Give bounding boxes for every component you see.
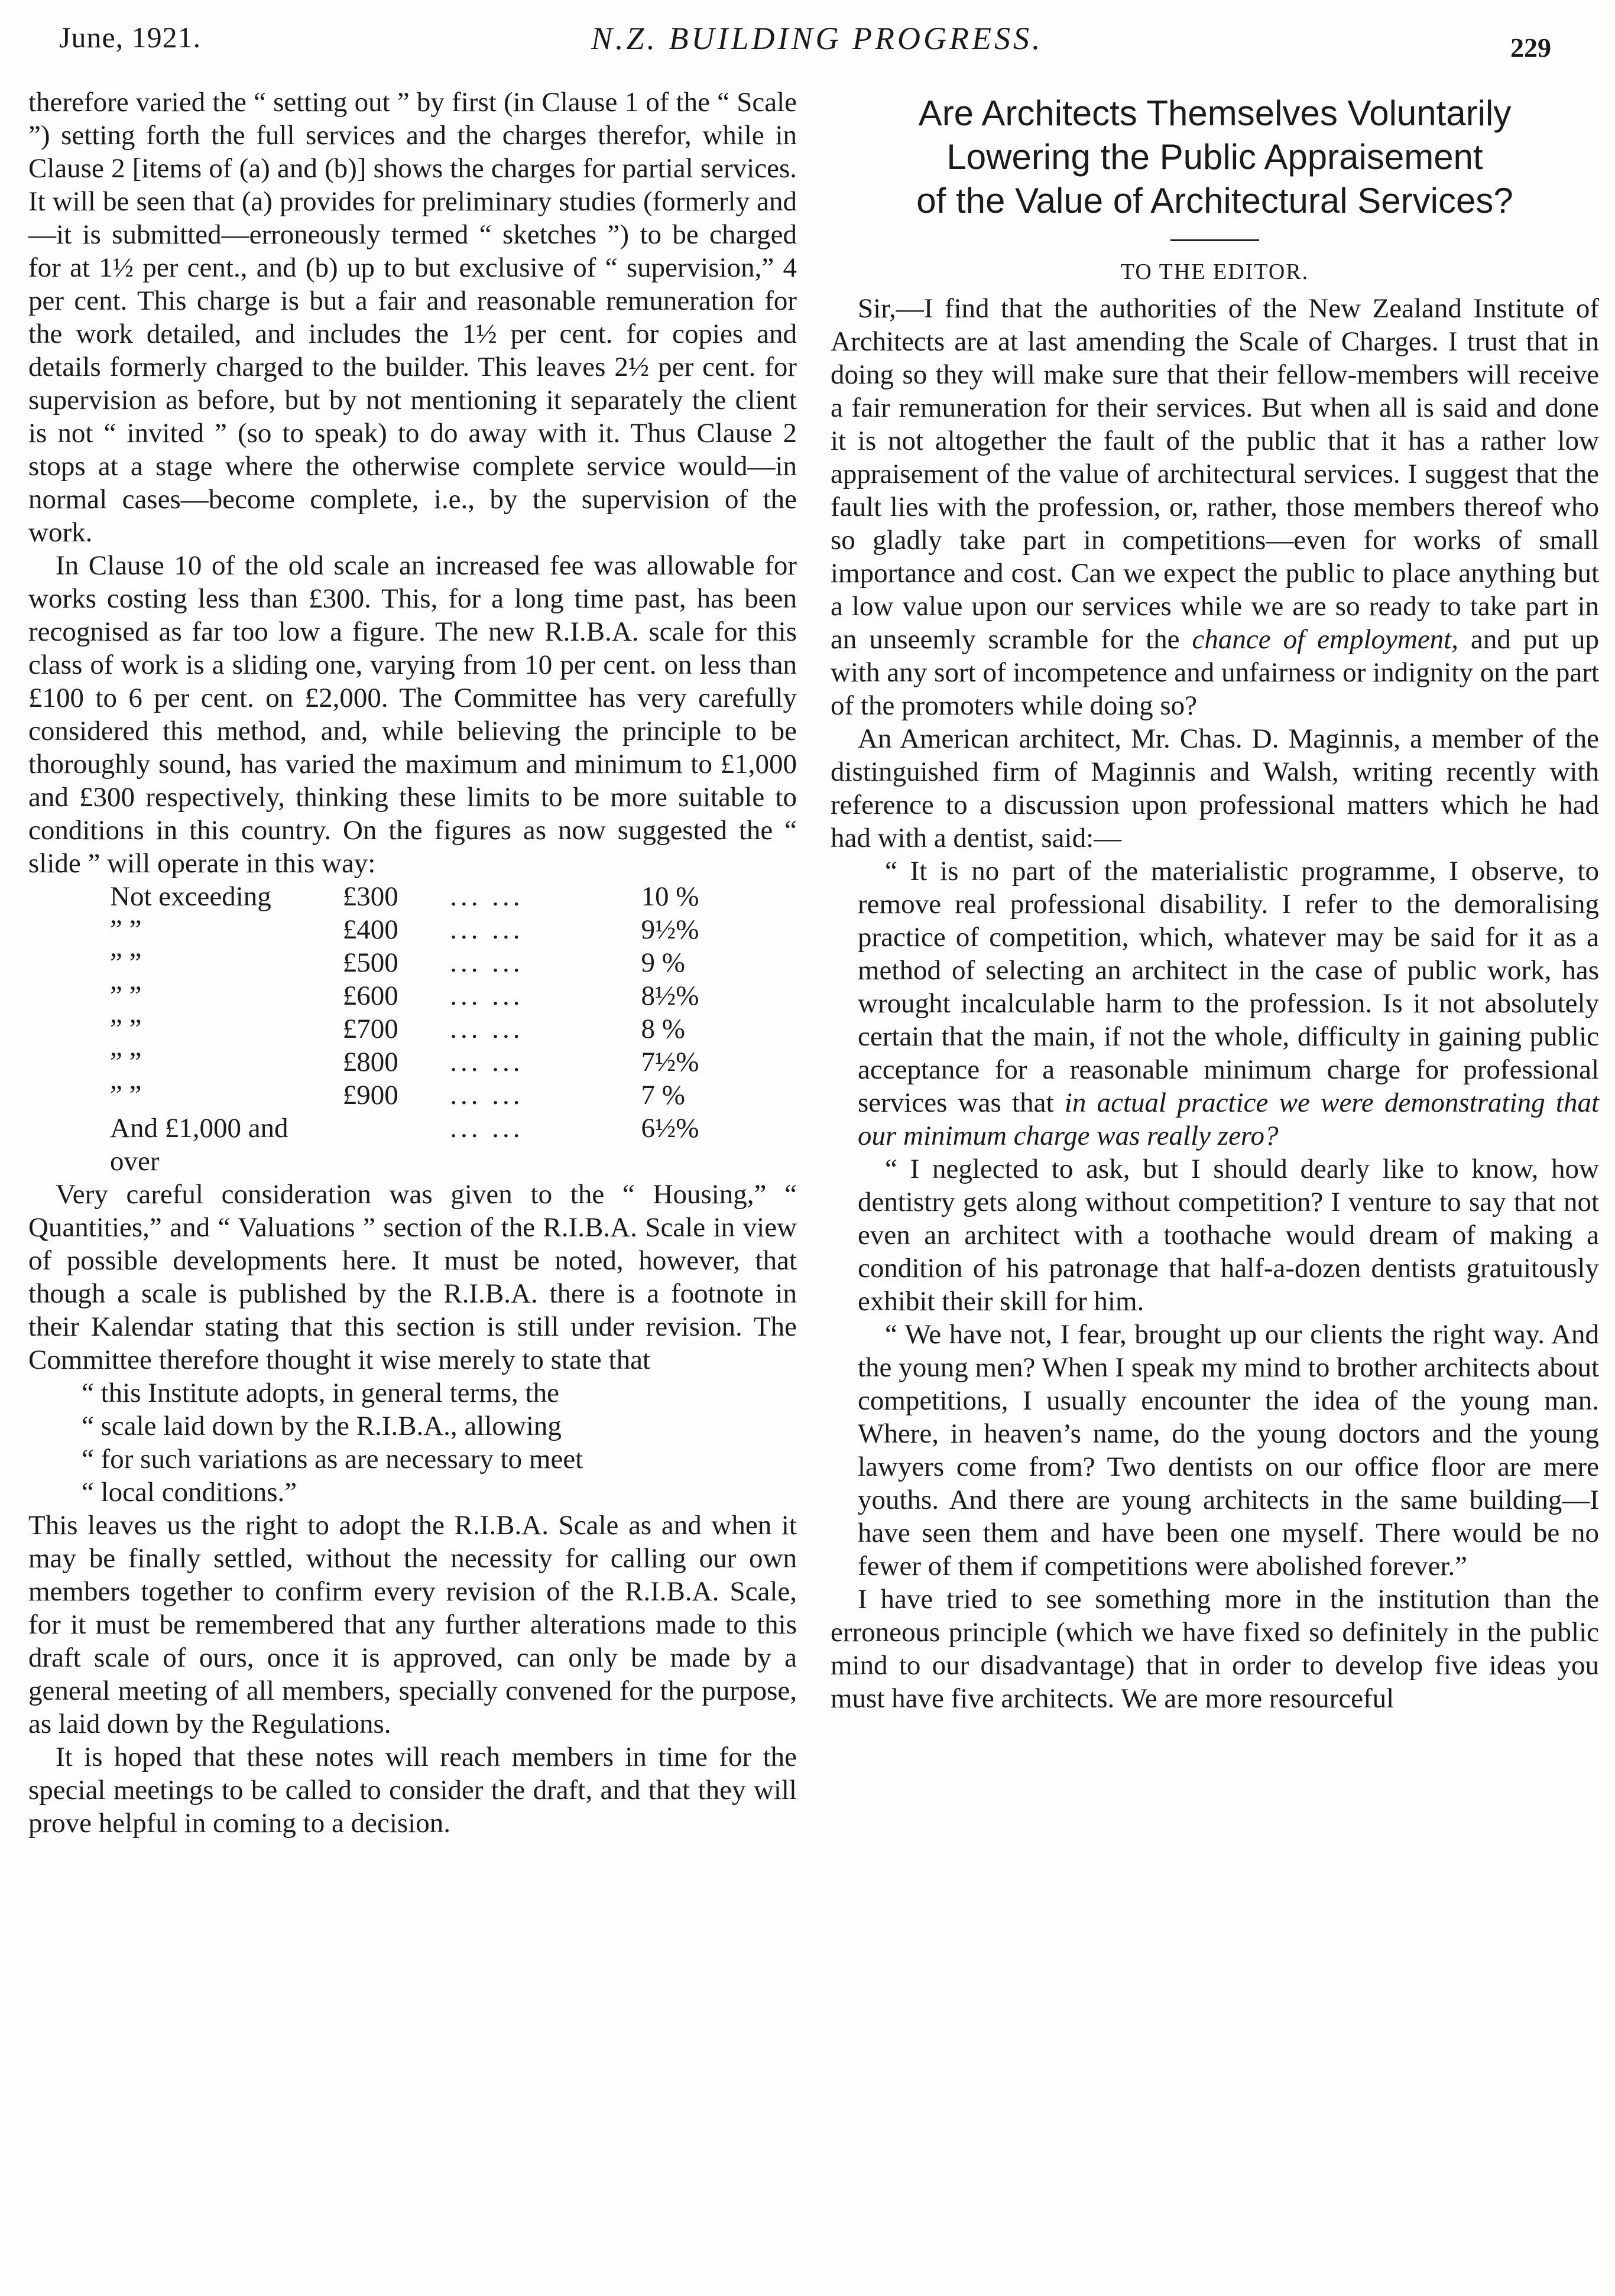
scale-rate: 10 %: [641, 881, 699, 912]
scale-leader: ... ...: [450, 1014, 524, 1044]
scale-row: [110, 880, 731, 913]
quote-line: “ local conditions.”: [82, 1477, 297, 1508]
scale-rate: 8 %: [641, 1014, 685, 1044]
scale-leader: ... ...: [450, 947, 524, 978]
scale-amount: £700: [342, 1014, 398, 1044]
scale-label: ” ”: [110, 947, 142, 978]
paragraph: therefore varied the “ setting out ” by first (in Clause 1 of the “ Scale ”) setting forth the full services and the charges therefor, while in Clause 2 [items of (a) and (b)] shows the charges for partial services. It will be seen that (a) provides for preliminary studies (formerly and—it is submitted—erroneously termed “ sketches ”) to be charged for at 1½ per cent., and (b) up to but exclusive of “ supervision,” 4 per cent. This charge is but a fair and reasonable remuneration for the work detailed, and includes the 1½ per cent. for copies and details formerly charged to the builder. This leaves 2½ per cent. for supervision as before, but by not mentioning it separately the client is not “ invited ” (so to speak) to do away with it. Thus Clause 2 stops at a stage where the otherwise complete service would—in normal cases—become complete, i.e., by the supervision of the work.: [28, 87, 797, 548]
scale-label: And £1,000 and over: [110, 1113, 288, 1177]
paragraph: [858, 855, 1599, 1152]
emphasis: in actual practice we were demonstrating that our minimum charge was really zero?: [858, 1087, 1599, 1151]
scale-label: ” ”: [110, 1014, 142, 1044]
scale-leader: ... ...: [450, 881, 524, 912]
paragraph: This leaves us the right to adopt the R.I.B.A. Scale as and when it may be finally settled, without the necessity for calling our own members together to confirm every revision of the R.I.B.A. Scale, for it must be remembered that any further alterations made to this draft scale of ours, once it is approved, can only be made by a general meeting of all members, specially convened for the purpose, as laid down by the Regulations.: [28, 1510, 797, 1739]
headline-line: of the Value of Architectural Services?: [916, 181, 1513, 220]
scale-leader: ... ...: [450, 1113, 524, 1144]
scale-leader: ... ...: [450, 1080, 524, 1110]
scale-leader: ... ...: [450, 980, 524, 1011]
scale-leader: ... ...: [450, 914, 524, 945]
scale-rate: 9 %: [641, 947, 685, 978]
emphasis: chance of employment,: [1192, 624, 1458, 655]
scale-row: [110, 979, 731, 1012]
scale-row: [110, 946, 731, 979]
scale-label: ” ”: [110, 1080, 142, 1110]
paragraph: “ I neglected to ask, but I should dearly like to know, how dentistry gets along without competition? I venture to say that not even an architect with a toothache would dream of making a condition of his patronage that half-a-dozen dentists gratuitously exhibit their skill for him.: [858, 1154, 1599, 1317]
scale-rate: 7½%: [641, 1047, 699, 1077]
scale-label: Not exceeding: [110, 881, 271, 912]
paragraph: It is hoped that these notes will reach members in time for the special meetings to be called to consider the draft, and that they will prove helpful in coming to a decision.: [28, 1742, 797, 1839]
paragraph: I have tried to see something more in the institution than the erroneous principle (which we have fixed so definitely in the public mind to our disadvantage) that in order to develop five ideas you must have five architects. We are more resourceful: [831, 1584, 1599, 1714]
fee-scale-table: [110, 880, 731, 1178]
paragraph: In Clause 10 of the old scale an increased fee was allowable for works costing less than £300. This, for a long time past, has been recognised as far too low a figure. The new R.I.B.A. scale for this class of work is a sliding one, varying from 10 per cent. on less than £100 to 6 per cent. on £2,000. The Committee has very carefully considered this method, and, while believing the principle to be thoroughly sound, has varied the maximum and minimum to £1,000 and £300 respectively, thinking these limits to be more suitable to conditions in this country. On the figures as now suggested the “ slide ” will operate in this way:: [28, 550, 797, 879]
scale-rate: 7 %: [641, 1080, 685, 1110]
scale-rate: 8½%: [641, 980, 699, 1011]
issue-date: June, 1921.: [59, 21, 202, 54]
scale-row: [110, 1079, 731, 1112]
headline-divider: [1170, 239, 1259, 241]
scale-rate: 6½%: [641, 1113, 699, 1144]
scale-amount: £500: [342, 947, 398, 978]
right-column: [831, 86, 1599, 1715]
quote-line: “ scale laid down by the R.I.B.A., allowing: [82, 1411, 562, 1441]
quoted-resolution: [28, 1376, 797, 1509]
page-number: 229: [1510, 33, 1551, 63]
left-column: [28, 86, 797, 1840]
scale-row: [110, 1045, 731, 1079]
paragraph: An American architect, Mr. Chas. D. Maginnis, a member of the distinguished firm of Maginnis and Walsh, writing recently with reference to a discussion upon professional matters which he had had with a dentist, said:—: [831, 723, 1599, 853]
scale-amount: £800: [342, 1047, 398, 1077]
article-headline: [831, 92, 1599, 223]
text-run: Sir,—I find that the authorities of the New Zealand Institute of Architects are at last amending the Scale of Charges. I trust that in doing so they will make sure that their fellow-members will receive a fair remuneration for their services. But when all is said and done it is not altogether the fault of the public that it has a rather low appraisement of the value of architectural services. I suggest that the fault lies with the profession, or, rather, those members thereof who so gladly take part in competitions—even for works of small importance and cost. Can we expect the public to place anything but a low value upon our services while we are so ready to take part in an unseemly scramble for the: [831, 293, 1599, 655]
text-run: and put up with any sort of incompetence and unfairness or indignity on the part of the promoters while doing so?: [831, 624, 1599, 721]
scale-amount: [343, 1112, 439, 1178]
scale-amount: £400: [342, 914, 398, 945]
scale-amount: £300: [342, 881, 398, 912]
paragraph: Very careful consideration was given to the “ Housing,” “ Quantities,” and “ Valuations ” section of the R.I.B.A. Scale in view of possible developments here. It must be noted, however, that though a scale is published by the R.I.B.A. there is a footnote in their Kalendar stating that this section is still under revision. The Committee therefore thought it wise merely to state that: [28, 1179, 797, 1375]
scale-row: [110, 913, 731, 946]
scale-row: [110, 1012, 731, 1045]
paragraph: [831, 292, 1599, 722]
scale-rate: 9½%: [641, 914, 699, 945]
text-run: “ It is no part of the materialistic programme, I observe, to remove real professional disability. I refer to the demoralising practice of competition, which, whatever may be said for it as a method of selecting an architect in the case of public work, has wrought incalculable harm to the profession. Is it not absolutely certain that the main, if not the whole, difficulty in gaining public acceptance for a reasonable minimum charge for professional services was that: [858, 856, 1599, 1118]
quote-line: “ this Institute adopts, in general terms, the: [82, 1378, 559, 1408]
page-header: [18, 12, 1597, 71]
scale-label: ” ”: [110, 1047, 142, 1077]
paragraph: “ We have not, I fear, brought up our clients the right way. And the young men? When I speak my mind to brother architects about competitions, I usually encounter the idea of the young man. Where, in heaven’s name, do the young doctors and the young lawyers come from? Two dentists on our office floor are mere youths. And there are young architects in the same building—I have seen them and have been one myself. There would be no fewer of them if competitions were abolished forever.”: [858, 1319, 1599, 1581]
scale-amount: £900: [342, 1080, 398, 1110]
publication-title: N.Z. BUILDING PROGRESS.: [591, 21, 1043, 56]
headline-line: Lowering the Public Appraisement: [946, 137, 1483, 177]
scale-label: ” ”: [110, 914, 142, 945]
scale-row: [110, 1112, 731, 1178]
scale-amount: £600: [342, 980, 398, 1011]
scale-label: ” ”: [110, 980, 142, 1011]
scale-leader: ... ...: [450, 1047, 524, 1077]
headline-line: Are Architects Themselves Voluntarily: [918, 93, 1512, 133]
quote-line: “ for such variations as are necessary to meet: [82, 1444, 583, 1475]
to-the-editor: TO THE EDITOR.: [1120, 259, 1309, 284]
quoted-letter: [831, 855, 1599, 1583]
